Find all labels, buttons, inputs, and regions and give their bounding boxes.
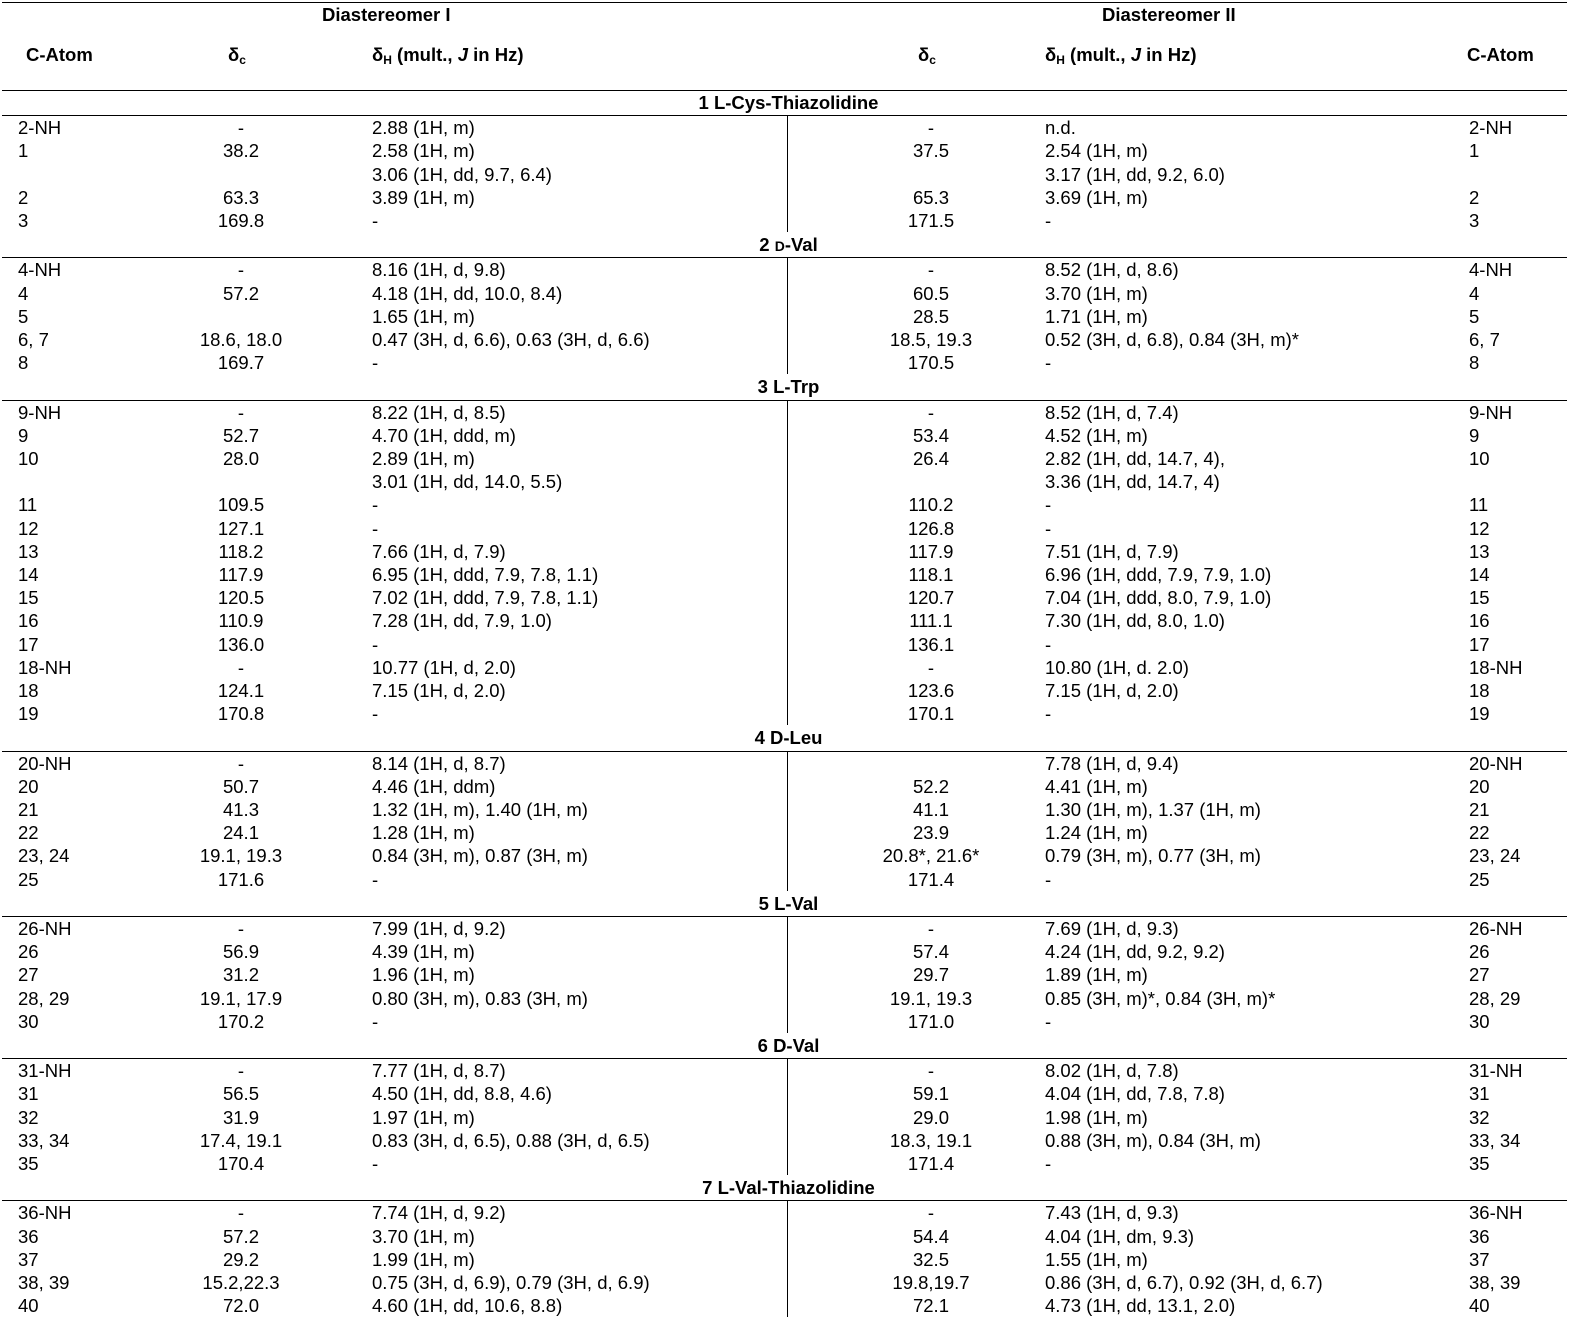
col-header-dh-left-sub: H: [383, 53, 392, 67]
cell-catom-left: 13: [18, 540, 39, 562]
cell-dc-right: 136.1: [907, 633, 955, 655]
cell-catom-left: 14: [18, 564, 39, 585]
cell-dh-right: 4.04 (1H, dd, 7.8, 7.8): [1045, 1083, 1225, 1105]
cell-dh-right: 7.78 (1H, d, 9.4): [1045, 752, 1179, 774]
cell-dc-left: -: [237, 656, 245, 678]
cell-catom-right: 23, 24: [1469, 845, 1521, 867]
cell-catom-right: 9-NH: [1469, 401, 1513, 423]
cell-catom-left: 31: [18, 1083, 39, 1105]
col-header-dc-right-sub: c: [929, 53, 936, 67]
cell-catom-left: 4-NH: [18, 259, 62, 281]
cell-dh-left: -: [372, 1010, 379, 1032]
cell-catom-left: 36-NH: [18, 1202, 72, 1224]
cell-dc-left: 118.2: [218, 540, 264, 562]
cell-catom-left: 37: [18, 1248, 39, 1270]
cell-dc-left: -: [237, 117, 245, 139]
cell-catom-right: 19: [1469, 703, 1490, 725]
cell-catom-right: 30: [1469, 1010, 1490, 1032]
col-header-dh-right-sub: H: [1056, 53, 1065, 67]
cell-catom-left: 1: [18, 140, 29, 162]
cell-dh-left: 4.39 (1H, m): [372, 941, 475, 963]
cell-dh-right: 4.52 (1H, m): [1045, 424, 1148, 446]
cell-dc-right: 28.5: [912, 305, 949, 327]
cell-dc-left: 169.7: [217, 352, 265, 374]
cell-catom-right: 11: [1469, 494, 1489, 516]
cell-catom-right: 31: [1469, 1083, 1490, 1105]
cell-catom-right: 22: [1469, 822, 1490, 844]
col-header-dh-left-symbol: δ: [372, 44, 384, 65]
cell-catom-right: 35: [1469, 1153, 1490, 1174]
cell-dc-right: 123.6: [907, 680, 955, 701]
cell-catom-left: 33, 34: [18, 1129, 70, 1151]
cell-dc-left: 136.0: [217, 633, 265, 655]
cell-catom-left: 28, 29: [18, 987, 70, 1009]
cell-catom-left: 21: [18, 799, 39, 820]
cell-dh-left: 1.96 (1H, m): [372, 964, 475, 986]
cell-catom-right: 2-NH: [1469, 117, 1513, 139]
cell-dh-right: 6.96 (1H, ddd, 7.9, 7.9, 1.0): [1045, 564, 1272, 585]
cell-dc-left: 56.9: [222, 941, 259, 963]
cell-dh-right: 4.41 (1H, m): [1045, 775, 1148, 797]
section-title: 2 D-Val: [759, 234, 818, 256]
cell-dc-left: 56.5: [222, 1083, 259, 1105]
cell-catom-left: 6, 7: [18, 329, 49, 350]
cell-catom-left: 20: [18, 775, 39, 797]
cell-catom-right: 12: [1469, 517, 1490, 539]
cell-catom-right: 2: [1469, 186, 1480, 208]
cell-dc-right: 118.1: [908, 564, 954, 585]
cell-dh-right: 0.86 (3H, d, 6.7), 0.92 (3H, d, 6.7): [1045, 1272, 1323, 1293]
cell-catom-left: 2-NH: [18, 117, 62, 139]
cell-dh-left: -: [372, 210, 379, 231]
cell-dh-right: 2.82 (1H, dd, 14.7, 4),: [1045, 448, 1225, 469]
cell-dh-left: 4.60 (1H, dd, 10.6, 8.8): [372, 1295, 563, 1317]
cell-catom-right: 6, 7: [1469, 329, 1500, 350]
cell-dh-left: 2.88 (1H, m): [372, 117, 475, 139]
column-divider: [787, 1059, 788, 1175]
cell-dc-left: -: [237, 1202, 245, 1224]
cell-catom-right: 32: [1469, 1106, 1490, 1128]
cell-dh-left: 7.99 (1H, d, 9.2): [372, 918, 506, 939]
cell-catom-left: 16: [18, 610, 39, 632]
cell-dh-left: 2.58 (1H, m): [372, 140, 475, 162]
cell-dc-right: 171.0: [907, 1010, 955, 1032]
column-divider: [787, 258, 788, 374]
cell-catom-left: 4: [18, 282, 29, 304]
cell-dc-left: 31.9: [222, 1106, 259, 1128]
cell-catom-right: 21: [1469, 799, 1490, 820]
group-header-diastereomer-1: Diastereomer I: [322, 4, 451, 25]
cell-dc-right: 111.1: [909, 610, 953, 632]
cell-catom-left: 15: [18, 587, 39, 609]
cell-dh-left: 4.18 (1H, dd, 10.0, 8.4): [372, 282, 563, 304]
col-header-dh-left-j: J: [457, 44, 468, 65]
cell-dc-right: 53.4: [912, 424, 949, 446]
cell-catom-right: 9: [1469, 424, 1480, 446]
cell-dc-right: -: [927, 117, 935, 139]
cell-dh-left: 8.16 (1H, d, 9.8): [372, 259, 506, 281]
cell-dh-left: 3.89 (1H, m): [372, 186, 475, 208]
cell-catom-right: 17: [1469, 633, 1490, 655]
cell-catom-right: 26: [1469, 941, 1490, 963]
cell-catom-left: 3: [18, 210, 29, 231]
cell-dc-right: 29.7: [912, 964, 949, 986]
cell-dh-left: -: [372, 633, 379, 655]
cell-dh-right: 0.88 (3H, m), 0.84 (3H, m): [1045, 1129, 1261, 1151]
cell-dc-right: 170.1: [907, 703, 955, 725]
cell-dc-right: -: [927, 1202, 935, 1224]
cell-dh-right: 4.04 (1H, dm, 9.3): [1045, 1225, 1195, 1247]
cell-dh-left: 1.97 (1H, m): [372, 1106, 475, 1128]
cell-dh-right: 3.70 (1H, m): [1045, 282, 1148, 304]
cell-catom-left: 25: [18, 868, 39, 890]
cell-dh-right: 7.30 (1H, dd, 8.0, 1.0): [1045, 610, 1225, 632]
cell-catom-right: 31-NH: [1469, 1060, 1523, 1082]
cell-dc-left: 170.2: [217, 1010, 265, 1032]
section-title: 3 L-Trp: [757, 376, 820, 398]
cell-dc-right: 110.2: [908, 494, 954, 516]
cell-dc-left: 15.2,22.3: [202, 1272, 280, 1293]
cell-dh-left: 4.46 (1H, ddm): [372, 775, 496, 797]
cell-dh-right: 3.17 (1H, dd, 9.2, 6.0): [1045, 163, 1225, 185]
cell-dc-right: 126.8: [907, 517, 955, 539]
section-title: 5 L-Val: [758, 892, 819, 914]
cell-catom-right: 18: [1469, 680, 1490, 701]
cell-catom-right: 36: [1469, 1225, 1490, 1247]
cell-dc-right: 171.5: [907, 210, 955, 231]
cell-dh-right: -: [1045, 703, 1052, 725]
section-title: 7 L-Val-Thiazolidine: [702, 1177, 875, 1199]
column-divider: [787, 116, 788, 232]
cell-dh-left: 7.28 (1H, dd, 7.9, 1.0): [372, 610, 552, 632]
col-header-catom-right: C-Atom: [1467, 44, 1534, 65]
cell-dc-left: 29.2: [222, 1248, 259, 1270]
cell-dc-right: 18.3, 19.1: [889, 1129, 973, 1151]
cell-dh-right: 1.24 (1H, m): [1045, 822, 1148, 844]
cell-catom-right: 36-NH: [1469, 1202, 1523, 1224]
cell-dh-right: 4.24 (1H, dd, 9.2, 9.2): [1045, 941, 1225, 963]
cell-dh-left: 0.84 (3H, m), 0.87 (3H, m): [372, 845, 588, 867]
cell-dc-right: 65.3: [912, 186, 949, 208]
cell-dc-right: 20.8*, 21.6*: [882, 845, 980, 867]
cell-catom-left: 20-NH: [18, 752, 72, 774]
cell-dh-right: 7.69 (1H, d, 9.3): [1045, 918, 1179, 939]
cell-dh-left: 7.15 (1H, d, 2.0): [372, 680, 506, 701]
column-divider: [787, 1201, 788, 1317]
section-title: 6 D-Val: [757, 1035, 820, 1056]
cell-dc-right: 52.2: [912, 775, 949, 797]
cell-dc-left: 120.5: [217, 587, 265, 609]
cell-dc-left: 63.3: [222, 186, 259, 208]
cell-catom-left: 11: [18, 494, 38, 516]
cell-dc-right: 72.1: [912, 1295, 949, 1317]
col-header-dh-left-text-a: (mult.,: [391, 44, 458, 65]
column-divider: [787, 752, 788, 891]
cell-dh-right: 8.52 (1H, d, 7.4): [1045, 401, 1179, 423]
section-title: 1 L-Cys-Thiazolidine: [698, 92, 879, 113]
cell-dc-left: 17.4, 19.1: [199, 1129, 283, 1151]
cell-dh-left: 1.32 (1H, m), 1.40 (1H, m): [372, 799, 588, 820]
cell-dc-left: 170.8: [217, 703, 265, 725]
cell-dh-left: 7.74 (1H, d, 9.2): [372, 1202, 506, 1224]
cell-dh-right: 10.80 (1H, d. 2.0): [1045, 656, 1189, 678]
cell-dh-right: 7.51 (1H, d, 7.9): [1045, 540, 1179, 562]
cell-catom-right: 4-NH: [1469, 259, 1513, 281]
section-title: 4 D-Leu: [754, 727, 823, 749]
cell-dh-left: 7.77 (1H, d, 8.7): [372, 1060, 506, 1082]
cell-dh-right: 7.43 (1H, d, 9.3): [1045, 1202, 1179, 1224]
cell-dh-left: 3.01 (1H, dd, 14.0, 5.5): [372, 471, 563, 493]
cell-catom-left: 2: [18, 186, 29, 208]
cell-dc-right: 170.5: [907, 352, 955, 374]
cell-dc-right: 26.4: [912, 448, 949, 469]
cell-dc-left: 171.6: [217, 868, 265, 890]
cell-dc-right: 60.5: [912, 282, 949, 304]
cell-dh-right: -: [1045, 1010, 1052, 1032]
cell-catom-right: 5: [1469, 305, 1480, 327]
cell-dh-left: -: [372, 517, 379, 539]
cell-catom-left: 8: [18, 352, 29, 374]
cell-dh-right: 8.02 (1H, d, 7.8): [1045, 1060, 1179, 1082]
cell-dh-right: 0.85 (3H, m)*, 0.84 (3H, m)*: [1045, 987, 1276, 1009]
cell-dh-left: 7.66 (1H, d, 7.9): [372, 540, 506, 562]
cell-catom-right: 20: [1469, 775, 1490, 797]
cell-dc-left: 57.2: [222, 282, 259, 304]
cell-dc-left: 31.2: [222, 964, 259, 986]
cell-dh-right: n.d.: [1045, 117, 1076, 139]
cell-catom-right: 37: [1469, 1248, 1490, 1270]
cell-dh-left: 0.47 (3H, d, 6.6), 0.63 (3H, d, 6.6): [372, 329, 650, 350]
cell-catom-right: 20-NH: [1469, 752, 1523, 774]
cell-catom-left: 40: [18, 1295, 39, 1317]
cell-dc-left: -: [237, 918, 245, 939]
cell-dh-left: 3.70 (1H, m): [372, 1225, 475, 1247]
cell-catom-right: 27: [1469, 964, 1490, 986]
column-divider: [787, 401, 788, 726]
cell-dh-right: 0.79 (3H, m), 0.77 (3H, m): [1045, 845, 1261, 867]
cell-dh-left: 3.06 (1H, dd, 9.7, 6.4): [372, 163, 552, 185]
cell-catom-right: 33, 34: [1469, 1129, 1521, 1151]
cell-catom-left: 9-NH: [18, 401, 62, 423]
cell-dh-left: 1.65 (1H, m): [372, 305, 475, 327]
group-header-diastereomer-2: Diastereomer II: [1102, 4, 1236, 25]
cell-catom-right: 13: [1469, 540, 1490, 562]
cell-catom-right: 14: [1469, 564, 1490, 585]
cell-dc-right: 19.8,19.7: [892, 1272, 970, 1293]
cell-catom-left: 26: [18, 941, 39, 963]
cell-catom-right: 3: [1469, 210, 1480, 231]
col-header-dc-left-symbol: δ: [228, 44, 240, 65]
cell-dc-right: 171.4: [907, 868, 955, 890]
cell-dc-left: 19.1, 19.3: [199, 845, 283, 867]
cell-dh-left: 8.22 (1H, d, 8.5): [372, 401, 506, 423]
cell-dc-right: 18.5, 19.3: [889, 329, 973, 350]
cell-dc-left: 18.6, 18.0: [199, 329, 283, 350]
cell-dc-left: 24.1: [222, 822, 259, 844]
cell-catom-left: 31-NH: [18, 1060, 72, 1082]
cell-dh-right: 7.04 (1H, ddd, 8.0, 7.9, 1.0): [1045, 587, 1272, 609]
cell-dh-left: 6.95 (1H, ddd, 7.9, 7.8, 1.1): [372, 564, 599, 585]
cell-dh-right: 4.73 (1H, dd, 13.1, 2.0): [1045, 1295, 1236, 1317]
cell-catom-left: 36: [18, 1225, 39, 1247]
cell-dh-right: -: [1045, 1153, 1052, 1174]
cell-dc-right: 23.9: [912, 822, 949, 844]
cell-dc-right: -: [927, 401, 935, 423]
cell-dh-right: -: [1045, 633, 1052, 655]
cell-dc-left: -: [237, 1060, 245, 1082]
cell-dh-left: 7.02 (1H, ddd, 7.9, 7.8, 1.1): [372, 587, 599, 609]
cell-dh-left: 2.89 (1H, m): [372, 448, 475, 469]
cell-dh-right: 8.52 (1H, d, 8.6): [1045, 259, 1179, 281]
cell-dh-left: 10.77 (1H, d, 2.0): [372, 656, 516, 678]
cell-dc-right: -: [927, 656, 935, 678]
cell-catom-right: 4: [1469, 282, 1480, 304]
cell-dh-left: -: [372, 494, 379, 516]
cell-catom-left: 35: [18, 1153, 39, 1174]
cell-dh-right: 1.89 (1H, m): [1045, 964, 1148, 986]
cell-dh-right: -: [1045, 210, 1052, 231]
cell-dh-left: -: [372, 868, 379, 890]
cell-dc-right: -: [927, 918, 935, 939]
cell-dc-left: 38.2: [222, 140, 259, 162]
cell-dc-right: 120.7: [907, 587, 955, 609]
cell-dc-left: -: [237, 259, 245, 281]
cell-dc-right: -: [927, 1060, 935, 1082]
cell-catom-left: 22: [18, 822, 39, 844]
cell-catom-left: 18-NH: [18, 656, 72, 678]
cell-dh-right: -: [1045, 494, 1052, 516]
cell-dh-left: 4.50 (1H, dd, 8.8, 4.6): [372, 1083, 552, 1105]
cell-dh-right: -: [1045, 517, 1052, 539]
cell-dc-right: 19.1, 19.3: [889, 987, 973, 1009]
cell-catom-right: 40: [1469, 1295, 1490, 1317]
col-header-dh-right-j: J: [1130, 44, 1141, 65]
cell-catom-right: 18-NH: [1469, 656, 1523, 678]
col-header-dh-right-symbol: δ: [1045, 44, 1057, 65]
cell-catom-right: 38, 39: [1469, 1272, 1521, 1293]
cell-dh-left: 1.99 (1H, m): [372, 1248, 475, 1270]
cell-catom-right: 10: [1469, 448, 1490, 469]
cell-dh-right: 7.15 (1H, d, 2.0): [1045, 680, 1179, 701]
cell-catom-left: 23, 24: [18, 845, 70, 867]
cell-dc-right: 29.0: [912, 1106, 949, 1128]
cell-dh-right: 1.55 (1H, m): [1045, 1248, 1148, 1270]
cell-dh-left: 8.14 (1H, d, 8.7): [372, 752, 506, 774]
cell-catom-left: 26-NH: [18, 918, 72, 939]
cell-catom-right: 8: [1469, 352, 1480, 374]
cell-dc-left: -: [237, 752, 245, 774]
cell-dc-right: 41.1: [912, 799, 949, 820]
cell-catom-left: 38, 39: [18, 1272, 70, 1293]
cell-dh-right: 3.69 (1H, m): [1045, 186, 1148, 208]
cell-dc-right: -: [927, 259, 935, 281]
cell-dh-right: 1.98 (1H, m): [1045, 1106, 1148, 1128]
cell-dc-left: 41.3: [222, 799, 259, 820]
col-header-dc-right-symbol: δ: [918, 44, 930, 65]
col-header-catom-left: C-Atom: [26, 44, 93, 65]
col-header-dh-right-text-a: (mult.,: [1064, 44, 1131, 65]
cell-dc-left: 28.0: [222, 448, 259, 469]
cell-catom-left: 12: [18, 517, 39, 539]
cell-dh-right: -: [1045, 868, 1052, 890]
cell-catom-left: 9: [18, 424, 29, 446]
cell-dh-left: 0.83 (3H, d, 6.5), 0.88 (3H, d, 6.5): [372, 1129, 650, 1151]
cell-dc-left: 169.8: [217, 210, 265, 231]
cell-dc-left: 72.0: [222, 1295, 259, 1317]
cell-dh-left: -: [372, 352, 379, 374]
cell-dh-right: 1.71 (1H, m): [1045, 305, 1148, 327]
cell-dc-right: 54.4: [912, 1225, 949, 1247]
cell-dc-right: 171.4: [907, 1153, 955, 1174]
cell-dc-right: 117.9: [908, 540, 954, 562]
cell-dh-left: 4.70 (1H, ddd, m): [372, 424, 516, 446]
cell-catom-left: 18: [18, 680, 39, 701]
cell-dh-right: 2.54 (1H, m): [1045, 140, 1148, 162]
cell-catom-left: 5: [18, 305, 29, 327]
cell-catom-left: 27: [18, 964, 39, 986]
cell-dh-left: 0.75 (3H, d, 6.9), 0.79 (3H, d, 6.9): [372, 1272, 650, 1293]
cell-catom-right: 25: [1469, 868, 1490, 890]
cell-dc-left: 52.7: [222, 424, 259, 446]
cell-dh-left: -: [372, 703, 379, 725]
cell-dc-right: 37.5: [912, 140, 949, 162]
cell-dc-right: 57.4: [912, 941, 949, 963]
cell-dh-left: 0.80 (3H, m), 0.83 (3H, m): [372, 987, 588, 1009]
col-header-dh-left-text-b: in Hz): [467, 44, 524, 65]
cell-catom-right: 15: [1469, 587, 1490, 609]
cell-dc-left: 170.4: [217, 1153, 265, 1174]
cell-dh-right: 0.52 (3H, d, 6.8), 0.84 (3H, m)*: [1045, 329, 1299, 350]
cell-dc-left: 19.1, 17.9: [199, 987, 283, 1009]
cell-catom-left: 10: [18, 448, 39, 469]
column-divider: [787, 917, 788, 1033]
cell-dh-right: -: [1045, 352, 1052, 374]
cell-dc-left: 50.7: [222, 775, 259, 797]
cell-dc-left: 127.1: [217, 517, 265, 539]
cell-dc-left: 117.9: [218, 564, 264, 585]
cell-dh-left: -: [372, 1153, 379, 1174]
cell-catom-left: 17: [18, 633, 39, 655]
cell-catom-right: 26-NH: [1469, 918, 1523, 939]
cell-catom-left: 32: [18, 1106, 39, 1128]
cell-dc-right: 32.5: [912, 1248, 949, 1270]
cell-catom-right: 28, 29: [1469, 987, 1521, 1009]
cell-catom-right: 16: [1469, 610, 1490, 632]
cell-dc-left: 109.5: [217, 494, 265, 516]
cell-dh-right: 3.36 (1H, dd, 14.7, 4): [1045, 471, 1220, 493]
cell-catom-left: 19: [18, 703, 39, 725]
cell-catom-left: 30: [18, 1010, 39, 1032]
cell-dh-left: 1.28 (1H, m): [372, 822, 475, 844]
col-header-dc-left-sub: c: [239, 53, 246, 67]
cell-dc-right: 59.1: [912, 1083, 949, 1105]
cell-dc-left: 110.9: [218, 610, 264, 632]
cell-catom-right: 1: [1469, 140, 1480, 162]
cell-dc-left: 124.1: [217, 680, 265, 701]
cell-dh-right: 1.30 (1H, m), 1.37 (1H, m): [1045, 799, 1261, 820]
col-header-dh-right-text-b: in Hz): [1140, 44, 1197, 65]
cell-dc-left: -: [237, 401, 245, 423]
cell-dc-left: 57.2: [222, 1225, 259, 1247]
